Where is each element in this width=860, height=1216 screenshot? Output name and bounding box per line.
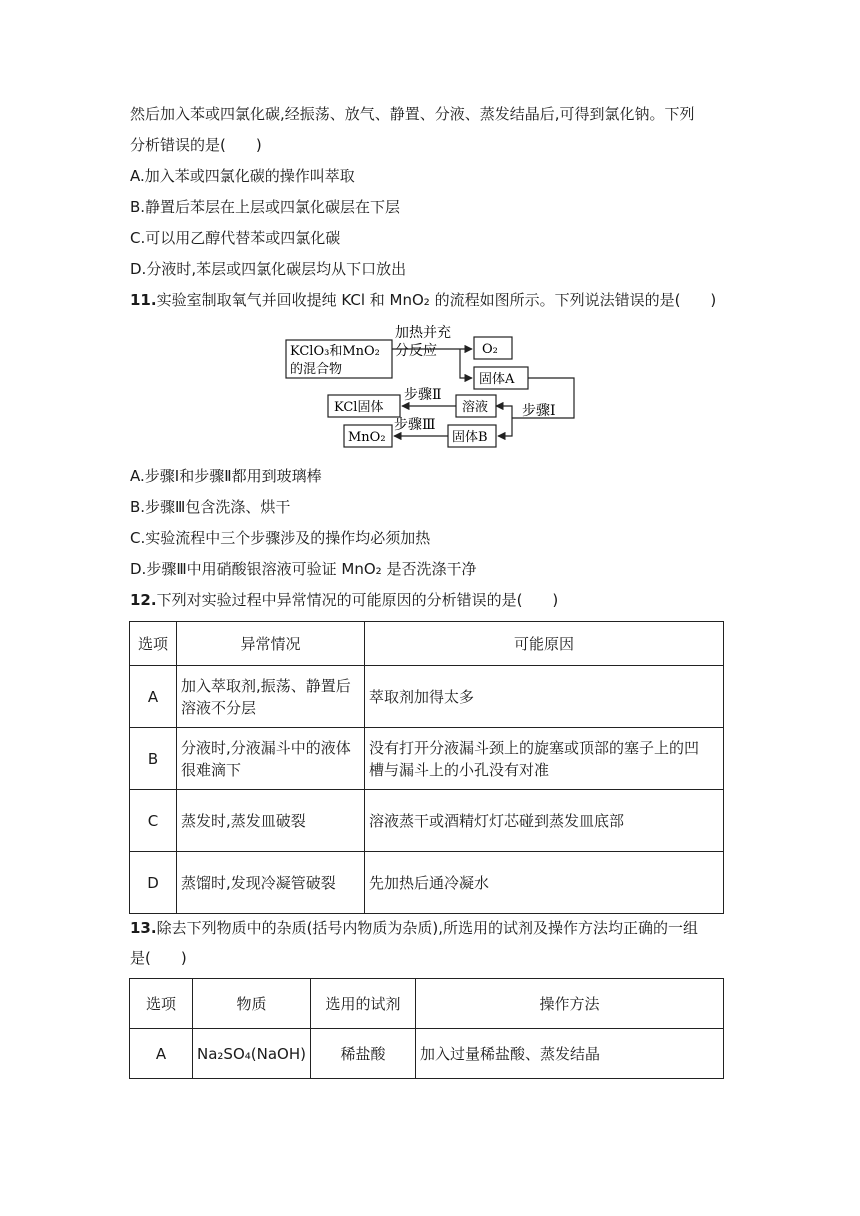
cell-method: 加入过量稀盐酸、蒸发结晶 (415, 1029, 723, 1079)
step1-branch-solid-b (498, 418, 512, 436)
cell-line: 槽与漏斗上的小孔没有对准 (369, 760, 550, 779)
cell-option: B (130, 728, 177, 790)
q11-flow-diagram (282, 322, 582, 452)
table-row (130, 666, 724, 728)
q13-table (129, 978, 724, 1079)
q12-stem (130, 590, 558, 610)
mixture-label-line1: KClO₃和MnO₂ (290, 344, 380, 359)
cell-abnormal (177, 852, 365, 914)
q10-option-c: C.可以用乙醇代替苯或四氯化碳 (130, 229, 341, 247)
header-reason: 可能原因 (365, 622, 724, 666)
cell-line: 分液时,分液漏斗中的液体 (181, 738, 351, 757)
cell-line: 溶液不分层 (181, 698, 257, 717)
header-option: 选项 (130, 979, 193, 1029)
mixture-label-line2: 的混合物 (290, 362, 343, 377)
cell-line: 萃取剂加得太多 (369, 687, 475, 706)
q11-option-c: C.实验流程中三个步骤涉及的操作均必须加热 (130, 529, 431, 547)
q11-stem-text: 实验室制取氧气并回收提纯 KCl 和 MnO₂ 的流程如图所示。下列说法错误的是( ) (156, 291, 717, 309)
cell-line: 很难滴下 (181, 760, 242, 779)
q11-option-d: D.步骤Ⅲ中用硝酸银溶液可验证 MnO₂ 是否洗涤干净 (130, 560, 477, 578)
cell-option: A (130, 1029, 193, 1079)
cell-line: 蒸发时,蒸发皿破裂 (181, 811, 306, 830)
step2-label: 步骤Ⅱ (404, 387, 442, 403)
q11-option-a: A.步骤Ⅰ和步骤Ⅱ都用到玻璃棒 (130, 467, 322, 485)
cell-reason (365, 666, 724, 728)
cell-reason (365, 852, 724, 914)
cell-line: 蒸馏时,发现冷凝管破裂 (181, 873, 336, 892)
q10-stem-line2: 分析错误的是( ) (130, 136, 262, 154)
q11-stem (130, 290, 716, 310)
header-abnormal: 异常情况 (177, 622, 365, 666)
kcl-label: KCl固体 (334, 400, 384, 415)
cell-line: 没有打开分液漏斗颈上的旋塞或顶部的塞子上的凹 (369, 738, 700, 757)
q10-option-b: B.静置后苯层在上层或四氯化碳层在下层 (130, 198, 401, 216)
mno2-label: MnO₂ (348, 430, 386, 445)
header-reagent: 选用的试剂 (310, 979, 415, 1029)
table-row (130, 790, 724, 852)
q13-stem-line2: 是( ) (130, 949, 187, 967)
header-option: 选项 (130, 622, 177, 666)
o2-label: O₂ (482, 342, 498, 357)
step1-label: 步骤Ⅰ (522, 403, 556, 419)
q10-option-d: D.分液时,苯层或四氯化碳层均从下口放出 (130, 260, 407, 278)
q11-option-b: B.步骤Ⅲ包含洗涤、烘干 (130, 498, 291, 516)
q11-number: 11. (130, 291, 157, 309)
header-method: 操作方法 (415, 979, 723, 1029)
cell-option: C (130, 790, 177, 852)
cell-abnormal (177, 728, 365, 790)
step1-branch-solution (496, 406, 512, 418)
q13-stem-line1 (130, 918, 698, 938)
q12-table (129, 621, 724, 914)
cell-abnormal (177, 666, 365, 728)
q12-stem-text: 下列对实验过程中异常情况的可能原因的分析错误的是( ) (156, 591, 559, 609)
step3-label: 步骤Ⅲ (394, 417, 436, 433)
header-substance: 物质 (193, 979, 311, 1029)
cell-line: 溶液蒸干或酒精灯灯芯碰到蒸发皿底部 (369, 811, 625, 830)
solution-label: 溶液 (462, 400, 489, 415)
q13-stem-text: 除去下列物质中的杂质(括号内物质为杂质),所选用的试剂及操作方法均正确的一组 (156, 919, 699, 937)
arrow-to-solution (496, 405, 512, 418)
cell-option: A (130, 666, 177, 728)
arrow-to-solid-a (460, 349, 472, 378)
cell-reagent: 稀盐酸 (310, 1029, 415, 1079)
cell-abnormal (177, 790, 365, 852)
cell-substance: Na₂SO₄(NaOH) (193, 1029, 311, 1079)
cell-line: 先加热后通冷凝水 (369, 873, 490, 892)
cell-reason (365, 790, 724, 852)
cell-line: 加入萃取剂,振荡、静置后 (181, 676, 351, 695)
solid-b-label: 固体B (452, 430, 488, 445)
heat-label-line2: 分反应 (395, 343, 437, 359)
q13-number: 13. (130, 919, 157, 937)
cell-reason (365, 728, 724, 790)
table-row (130, 1029, 724, 1079)
heat-label-line1: 加热并充 (395, 325, 451, 341)
table-header-row (130, 622, 724, 666)
table-row (130, 852, 724, 914)
q10-option-a: A.加入苯或四氯化碳的操作叫萃取 (130, 167, 355, 185)
cell-option: D (130, 852, 177, 914)
solid-a-label: 固体A (479, 372, 515, 387)
q10-stem-line1: 然后加入苯或四氯化碳,经振荡、放气、静置、分液、蒸发结晶后,可得到氯化钠。下列 (130, 105, 695, 123)
table-row (130, 728, 724, 790)
table-header-row (130, 979, 724, 1029)
q12-number: 12. (130, 591, 157, 609)
